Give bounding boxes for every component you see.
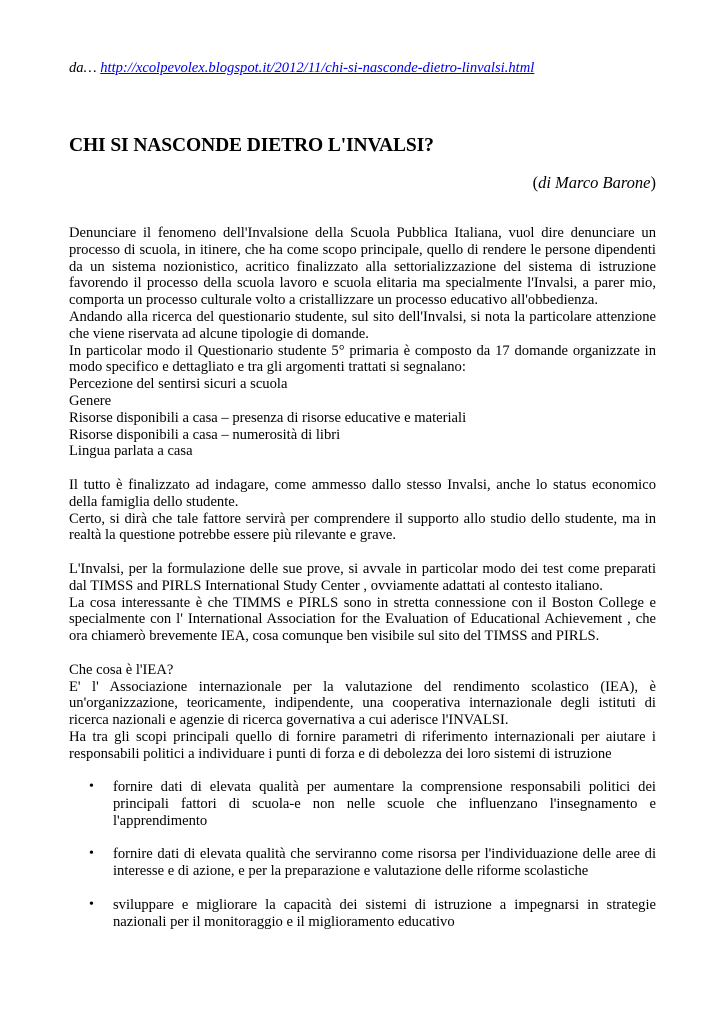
source-line [69,60,534,77]
question-line: Che cosa è l'IEA? [69,661,174,678]
paragraph: L'Invalsi, per la formulazione delle sue prove, si avvale in particolar modo dei test come preparati dal TIMSS and PIRLS International Study Center , ovviamente adattati al contesto italiano. [69,560,656,594]
paragraph: Certo, si dirà che tale fattore servirà per comprendere il supporto allo studio dello studente, ma in realtà la questione potrebbe essere più rilevante e grave. [69,510,656,544]
blank-line [69,763,656,780]
bullet-icon: • [89,846,94,862]
topic-line: Genere [69,392,112,409]
paragraph: Andando alla ricerca del questionario studente, sul sito dell'Invalsi, si nota la particolare attenzione che viene riservata ad alcune tipologie di domande. [69,308,656,342]
list-item [69,897,656,931]
article-body [69,225,656,947]
author-prefix: di [538,173,556,192]
list-item [69,779,656,829]
list-item [69,846,656,880]
paragraph: Il tutto è finalizzato ad indagare, come ammesso dallo stesso Invalsi, anche lo status economico della famiglia dello studente. [69,476,656,510]
paragraph: In particolar modo il Questionario studente 5° primaria è composto da 17 domande organizzate in modo specifico e dettagliato e tra gli argomenti trattati si segnalano: [69,342,656,376]
author-name: Marco Barone [555,173,651,192]
paragraph: Denunciare il fenomeno dell'Invalsione della Scuola Pubblica Italiana, vuol dire denunciare un processo di scuola, in itinere, che ha come scopo principale, quello di rendere le persone dipendenti da un sistema nozionistico, acritico finalizzato alla settorializzazione del sistema di istruzione favorendo il processo della scuola lavoro e scuola elitaria ma specialmente l'Invalsi, a parer mio, comporta un processo culturale volto a cristallizzare un processo educativo all'obbedienza. [69,225,656,309]
blank-line [69,645,656,662]
blank-line [69,460,656,477]
blank-line [69,544,656,561]
paragraph: E' l' Associazione internazionale per la valutazione del rendimento scolastico (IEA), è un'organizzazione, teoricamente, indipendente, una cooperativa internazionale degli istituti di ricerca nazionali e agenzie di ricerca governativa a cui aderisce l'INVALSI. [69,678,656,729]
page-title: CHI SI NASCONDE DIETRO L'INVALSI? [69,135,434,156]
paragraph: Ha tra gli scopi principali quello di fornire parametri di riferimento internazionali per aiutare i responsabili politici a individuare i punti di forza e di debolezza dei loro sistemi di istruzione [69,728,656,762]
author-open-paren: ( [532,173,539,192]
bullet-list [69,779,656,930]
topic-line: Lingua parlata a casa [69,443,193,460]
source-prefix: da… [69,60,101,76]
list-item-text: fornire dati di elevata qualità che serviranno come risorsa per l'individuazione delle aree di interesse e di azione, e per la preparazione e valutazione delle riforme scolastiche [113,846,656,880]
bullet-icon: • [89,896,94,912]
bullet-icon: • [89,779,94,795]
topic-line: Risorse disponibili a casa – numerosità di libri [69,426,341,443]
paragraph: La cosa interessante è che TIMMS e PIRLS sono in stretta connessione con il Boston College e specialmente con l' International Association for the Evaluation of Educational Achievement , che ora chiamerò brevemente IEA, cosa comunque ben visibile sul sito del TIMSS and PIRLS. [69,594,656,645]
author-line [533,173,656,193]
source-link[interactable]: http://xcolpevolex.blogspot.it/2012/11/chi-si-nasconde-dietro-linvalsi.html [100,60,535,76]
topic-line: Risorse disponibili a casa – presenza di risorse educative e materiali [69,409,467,426]
topic-line: Percezione del sentirsi sicuri a scuola [69,376,288,393]
list-item-text: fornire dati di elevata qualità per aumentare la comprensione responsabili politici dei principali fattori di scuola-e non nelle scuole che influenzano l'insegnamento e l'apprendimento [113,779,656,829]
author-close-paren: ) [650,173,656,192]
list-item-text: sviluppare e migliorare la capacità dei sistemi di istruzione a impegnarsi in strategie nazionali per il monitoraggio e il miglioramento educativo [113,896,656,930]
